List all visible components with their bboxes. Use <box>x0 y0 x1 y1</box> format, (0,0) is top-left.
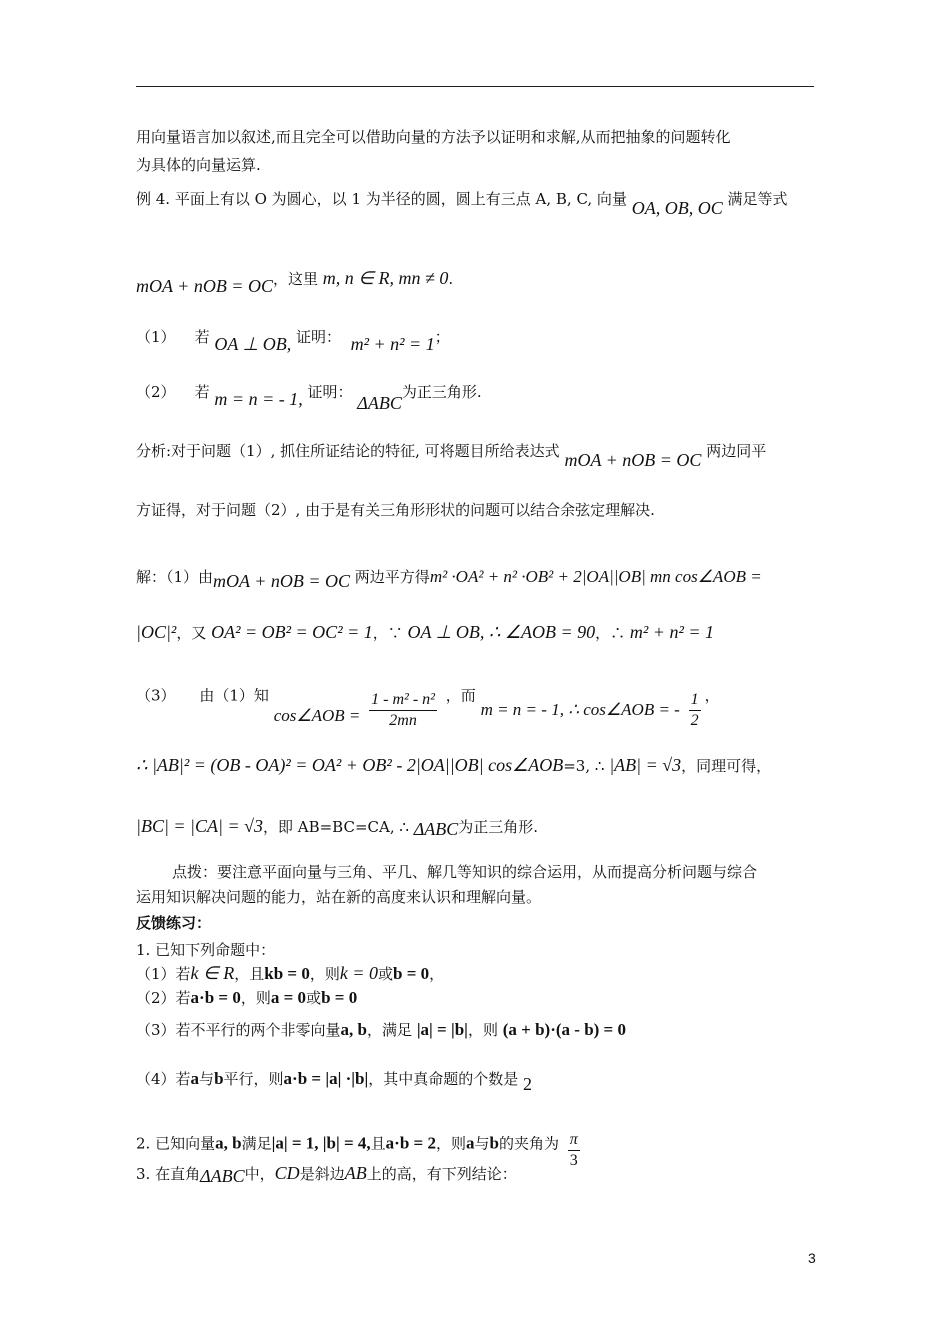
line-text: （3）若不平行的两个非零向量 <box>136 1021 341 1039</box>
line-text: 例 4. 平面上有以 O 为圆心，以 1 为半径的圆，圆上有三点 A, B, C, 向量 <box>136 190 627 208</box>
math-expr: OA ⊥ OB, ∴ ∠AOB = 90 <box>407 622 596 642</box>
math-expr: a·b = |a| ·|b| <box>283 1069 369 1088</box>
math-expr: b <box>489 1133 499 1153</box>
math-expr: |OC|² <box>136 622 177 642</box>
math-expr: cos∠AOB = <box>273 705 361 725</box>
part-2-line <box>136 381 482 413</box>
line-text: 两边平方得 <box>354 568 430 586</box>
math-expr: |AB| = √3 <box>609 755 682 775</box>
line-text: 方证得，对于问题（2）, 由于是有关三角形形状的问题可以结合余弦定理解决. <box>136 501 655 519</box>
tip-line-1 <box>172 862 757 882</box>
line-text: 且 <box>370 1134 386 1153</box>
line-text: 为正三角形. <box>458 818 539 836</box>
fraction-denominator: 3 <box>569 1152 578 1169</box>
line-text: ； <box>434 328 450 346</box>
math-expr: ΔABC <box>200 1166 245 1186</box>
analysis-line-2 <box>136 500 655 520</box>
math-expr: |a| = |b| <box>416 1020 468 1039</box>
line-text: 与 <box>199 1070 215 1088</box>
math-expr: |BC| = |CA| = √3 <box>136 816 263 836</box>
line-text: ，即 AB=BC=CA, ∴ <box>262 818 409 836</box>
line-text: 点拨：要注意平面向量与三角、平几、解几等知识的综合运用，从而提高分析问题与综合 <box>172 863 758 881</box>
math-expr: m, n ∈ R, mn ≠ 0 <box>322 268 449 288</box>
math-expr: ∴ |AB|² = (OB - OA)² = OA² + OB² - 2|OA||OB| cos∠AOB <box>136 755 564 775</box>
math-expr: |a| = 1, |b| = 4, <box>271 1133 371 1153</box>
line-text: ， <box>429 965 445 983</box>
line-text: 分析:对于问题（1）, 抓住所证结论的特征, 可将题目所给表达式 <box>136 442 560 460</box>
line-text: ，则 <box>240 989 271 1007</box>
line-text: 运用知识解决问题的能力，站在新的高度来认识和理解向量。 <box>136 888 542 906</box>
line-text: 3. 在直角 <box>136 1165 201 1183</box>
line-text: ， <box>704 686 720 705</box>
analysis-line-1 <box>136 440 767 470</box>
line-text: 1. 已知下列命题中： <box>136 941 276 959</box>
line-text: 满足 <box>241 1134 272 1153</box>
page-number: 3 <box>808 1250 816 1266</box>
math-expr: ΔABC <box>357 393 402 413</box>
math-expr: a <box>190 1069 200 1088</box>
line-text: ，则 <box>467 1021 498 1039</box>
line-text: ，则 <box>435 1134 466 1153</box>
fraction-numerator: π <box>568 1130 580 1151</box>
math-expr: (a + b)·(a - b) = 0 <box>502 1020 626 1039</box>
fraction <box>689 690 701 731</box>
math-expr: mOA + nOB = OC <box>136 276 273 296</box>
line-text: 或 <box>378 965 394 983</box>
math-expr: mOA + nOB = OC <box>213 571 351 591</box>
line-text: 上的高，有下列结论： <box>366 1165 517 1183</box>
math-expr: k ∈ R <box>190 963 235 983</box>
math-expr: OA² = OB² = OC² = 1 <box>211 622 373 642</box>
tip-line-2 <box>136 887 541 907</box>
question-3 <box>136 1163 517 1184</box>
math-expr: AB <box>344 1163 367 1183</box>
math-expr: a, b <box>215 1133 242 1153</box>
line-text: 中， <box>244 1165 275 1183</box>
line-text: 证明： <box>296 328 342 346</box>
item-number: （2） <box>136 383 176 401</box>
line-text: 由（1）知 <box>199 686 269 705</box>
line-text: 为正三角形. <box>401 383 482 401</box>
math-expr: m = n = - 1, ∴ cos∠AOB = - <box>480 699 680 719</box>
line-text: 的夹角为 <box>498 1134 559 1153</box>
solution-line-3 <box>136 676 720 729</box>
line-text: 与 <box>474 1134 490 1153</box>
line-text: 解：（1）由 <box>136 568 214 586</box>
line-text: 若 <box>194 383 210 401</box>
fraction-denominator: 2 <box>690 712 699 729</box>
line-text: . <box>448 270 454 288</box>
line-text: =3, ∴ <box>563 757 605 775</box>
question-1-item-2 <box>136 988 357 1008</box>
solution-line-1 <box>136 566 762 591</box>
line-text: 证明： <box>307 383 353 401</box>
solution-line-4 <box>136 755 771 776</box>
line-text: 是斜边 <box>299 1165 345 1183</box>
question-1-item-1 <box>136 963 444 984</box>
math-expr: kb = 0 <box>264 964 310 983</box>
fraction <box>568 1130 580 1171</box>
line-text: 2. 已知向量 <box>136 1134 216 1153</box>
line-text: ，其中真命题的个数是 <box>368 1070 519 1088</box>
line-text: 用向量语言加以叙述,而且完全可以借助向量的方法予以证明和求解,从而把抽象的问题转化 <box>136 128 731 146</box>
example-4-line <box>136 188 788 218</box>
math-expr: m² + n² = 1 <box>350 334 435 354</box>
question-1 <box>136 940 275 960</box>
math-expr: mOA + nOB = OC <box>564 450 702 470</box>
solution-line-2 <box>136 622 714 643</box>
math-expr: a = 0 <box>270 988 307 1007</box>
math-expr: m² + n² = 1 <box>629 622 714 642</box>
math-expr: CD <box>274 1163 300 1183</box>
question-1-item-3 <box>136 1020 626 1040</box>
item-number: （3） <box>136 686 176 705</box>
text-line <box>136 127 731 147</box>
line-text: ，而 <box>445 686 476 705</box>
math-expr: b = 0 <box>321 988 358 1007</box>
item-number: （1） <box>136 328 176 346</box>
line-text: 满足等式 <box>727 190 788 208</box>
fraction <box>369 690 437 731</box>
fraction-denominator: 2mn <box>389 712 417 729</box>
math-expr: OA, OB, OC <box>631 198 723 218</box>
question-1-item-4 <box>136 1068 533 1094</box>
line-text: 为具体的向量运算. <box>136 156 261 174</box>
line-text: 或 <box>306 989 322 1007</box>
line-text: ，则 <box>309 965 340 983</box>
math-expr: a·b = 2 <box>385 1133 436 1153</box>
fraction-numerator: 1 <box>689 690 701 711</box>
math-expr: m = n = - 1, <box>214 389 303 409</box>
math-expr: ΔABC <box>413 819 459 839</box>
equation-line <box>136 268 454 296</box>
math-expr: b <box>214 1069 224 1088</box>
line-text: ，∴ <box>595 624 626 642</box>
math-expr: m² ·OA² + n² ·OB² + 2|OA||OB| mn cos∠AOB = <box>429 567 762 586</box>
section-heading: 反馈练习： <box>136 914 212 932</box>
part-1-line <box>136 326 450 354</box>
line-text: （2）若 <box>136 989 191 1007</box>
line-text: ，且 <box>234 965 265 983</box>
math-expr: a <box>465 1133 475 1153</box>
math-expr: OA ⊥ OB, <box>214 334 292 354</box>
line-text: ，满足 <box>367 1021 413 1039</box>
line-text: （1）若 <box>136 965 191 983</box>
line-text: ，这里 <box>272 270 318 288</box>
line-text: ，同理可得， <box>681 757 772 775</box>
math-expr: a·b = 0 <box>190 988 241 1007</box>
fraction-numerator: 1 - m² - n² <box>369 690 437 711</box>
line-text: 两边同平 <box>706 442 767 460</box>
line-text: ，又 <box>176 624 207 642</box>
question-2 <box>136 1124 584 1169</box>
feedback-title <box>136 913 211 933</box>
math-expr: k = 0 <box>339 963 378 983</box>
math-expr: b = 0 <box>393 964 430 983</box>
solution-line-5 <box>136 816 538 837</box>
line-text: 若 <box>194 328 210 346</box>
math-expr: a, b <box>340 1020 368 1039</box>
header-rule <box>136 86 814 87</box>
line-text: ，∵ <box>372 624 403 642</box>
line-text: （4）若 <box>136 1070 191 1088</box>
text-line <box>136 155 261 175</box>
line-text: 平行，则 <box>223 1070 284 1088</box>
answer-value: 2 <box>523 1074 533 1094</box>
